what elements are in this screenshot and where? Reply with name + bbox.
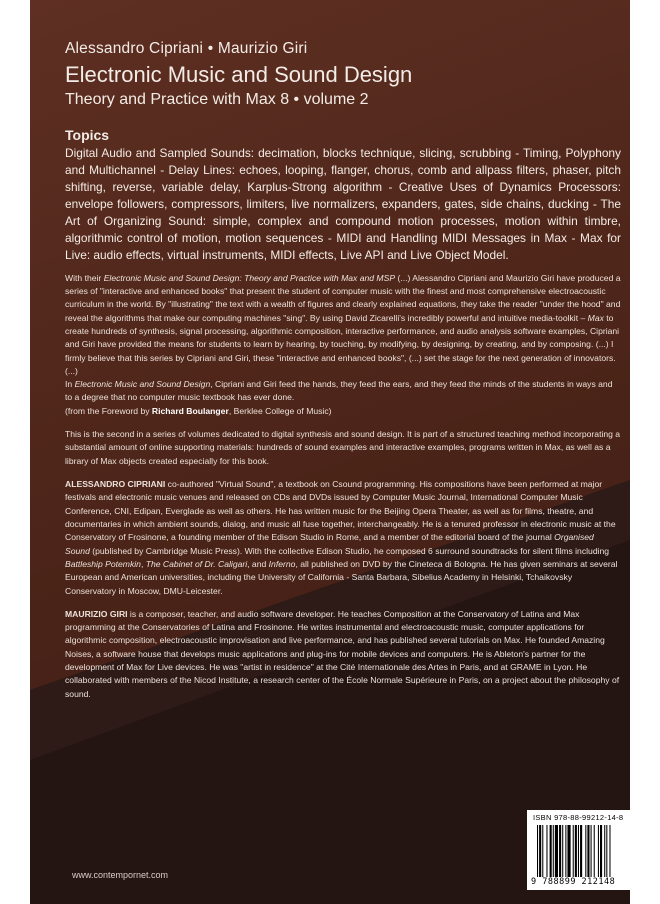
barcode-bar bbox=[539, 825, 541, 877]
barcode-bar bbox=[609, 825, 610, 877]
barcode-bar bbox=[559, 825, 561, 877]
barcode-bar bbox=[600, 825, 602, 877]
giri-bio bbox=[65, 608, 621, 701]
barcode-bar bbox=[537, 825, 538, 877]
book-title: Electronic Music and Sound Design bbox=[65, 62, 413, 87]
foreword-max-name: Max bbox=[587, 312, 604, 323]
back-cover bbox=[30, 0, 630, 904]
bio-text: is a composer, teacher, and audio software developer. He teaches Composition at the Conservatory of Latina and Max programming at the Conservatories of Latina and Frosinone. He writes instrumental and electroacoustic music, computer applications for algorithmic composition, electroacoustic improvisation and live performance, and has published several tutorials on Max. He founded Amazing Noises, a software house that develops music applications and plug-ins for mobile devices and computers. He is Ableton's partner for the development of Max for Live devices. He was "artist in residence" at the Cité Internationale des Artes in Paris, and at GRAME in Lyon. He collaborated with members of the Nicod Institute, a research center of the École Normale Supérieure in Paris, on a project about the philosophy of sound. bbox=[65, 608, 620, 699]
foreword-attribution: , Berklee College of Music) bbox=[228, 405, 332, 416]
foreword-text: With their bbox=[65, 272, 104, 283]
barcode-bar bbox=[606, 825, 607, 877]
barcode-bars bbox=[537, 825, 630, 877]
barcode-bar bbox=[553, 825, 554, 877]
bio-italic-title: Organised Sound bbox=[65, 532, 594, 556]
bio-italic-title: The Cabinet of Dr. Caligari bbox=[145, 558, 248, 569]
barcode-bar bbox=[604, 825, 605, 877]
barcode-bar bbox=[567, 825, 570, 877]
foreword-author-name: Richard Boulanger bbox=[151, 405, 229, 416]
bio-text: , and bbox=[247, 558, 269, 569]
bio-italic-title: Battleship Potemkin bbox=[65, 558, 141, 569]
barcode-bar bbox=[575, 825, 577, 877]
barcode-bar bbox=[587, 825, 589, 877]
bio-italic-title: Inferno bbox=[268, 558, 296, 569]
foreword-text: In bbox=[65, 379, 75, 390]
bio-text: co-authored "Virtual Sound", a textbook on Csound programming. His compositions have been performed at major festivals and electronic music venues and released on CDs and DVDs issued by Computer Music Journal, International Computer Music Conference, CNI, Edipan, Everglade as well as others. He has written music for the Beijing Opera Theater, as well as for films, theatre, and documentaries in which ambient sounds, dialog, and music all fuse together, interchangeably. He is a tenured professor in electronic music at the Conservatory of Frosinone, a founding member of the Edison Studio in Rome, and a member of the editorial board of the journal bbox=[65, 479, 616, 543]
topics-text: Digital Audio and Sampled Sounds: decimation, blocks technique, slicing, scrubbing - Timing, Polyphony and Multichannel - Delay Lines: echoes, looping, flanger, chorus, comb and allpass filters, phaser, pitch shifting, reverse, variable delay, Karplus-Strong algorithm - Creative Uses of Dynamics Processors: envelope followers, compressors, limiters, live normalizers, expanders, gates, side chains, ducking - The Art of Organizing Sound: simple, complex and compound motion processes, motion within timbre, algorithmic control of motion, motion sequences - MIDI and Handling MIDI Messages in Max - Max for Live: audio effects, virtual instruments, MIDI effects, Live API and Live Object Model. bbox=[65, 146, 621, 262]
isbn-label: ISBN 978-88-99212-14-8 bbox=[533, 813, 624, 822]
barcode-bar bbox=[542, 825, 543, 877]
cover-content bbox=[65, 40, 621, 711]
foreword-text: , Cipriani and Giri feed the hands, they feed the ears, and they feed the minds of the students in ways and to a degree that no computer music textbook has ever done. bbox=[65, 379, 613, 403]
barcode-bar bbox=[573, 825, 574, 877]
barcode-bar bbox=[565, 825, 566, 877]
series-paragraph: This is the second in a series of volumes dedicated to digital synthesis and sound design. It is part of a structured teaching method incorporating a substantial amount of online supporting materials: hundreds of sound examples and interactive examples, programs written in Max, as well as a library of Max objects created especially for this book. bbox=[65, 429, 621, 466]
foreword-text: to create hundreds of synthesis, signal processing, algorithmic composition, interactive performance, and audio analysis software examples, Cipriani and Giri have provided the means for students to learn by hearing, by touching, by modifying, by designing, by creating, and by composing. (...) I firmly believe that this series by Cipriani and Giri, these "interactive and enhanced books", (...) set the stage for the next generation of innovators. (...) bbox=[65, 312, 620, 376]
book-subtitle: Theory and Practice with Max 8 • volume 2 bbox=[65, 91, 369, 109]
foreword-text: (...) Alessandro Cipriani and Maurizio Giri have produced a series of "interactive and enhanced books" that present the student of computer music with the finest and most comprehensive electroacoustic curriculum in the world. By "illustrating" the text with a wealth of figures and clearly explained equations, they take the reader "under the hood" and reveal the algorithms that make our computing machines "sing". By using David Zicarelli's incredibly powerful and intuitive media-toolkit – bbox=[65, 272, 621, 323]
bio-text: (published by Cambridge Music Press). With the collective Edison Studio, he composed 6 surround soundtracks for silent films including bbox=[89, 545, 610, 556]
barcode-bar bbox=[550, 825, 552, 877]
foreword-paragraph bbox=[65, 272, 621, 418]
barcode-bar bbox=[546, 825, 547, 877]
authors-line: Alessandro Cipriani • Maurizio Giri bbox=[65, 40, 308, 57]
foreword-book-title: Electronic Music and Sound Design bbox=[74, 379, 211, 390]
barcode-bar bbox=[594, 825, 595, 877]
barcode-bar bbox=[562, 825, 563, 877]
barcode-digits: 9 788899 212148 bbox=[531, 877, 616, 887]
barcode-bar bbox=[598, 825, 599, 877]
cipriani-name: ALESSANDRO CIPRIANI bbox=[65, 479, 166, 490]
bio-text: , bbox=[140, 558, 146, 569]
isbn-barcode bbox=[527, 810, 630, 890]
barcode-bar bbox=[555, 825, 558, 877]
barcode-bar bbox=[591, 825, 592, 877]
topics-heading: Topics bbox=[65, 127, 110, 144]
barcode-bar bbox=[578, 825, 579, 877]
bio-text: , all published on DVD by the Cineteca di Bologna. He has given seminars at several European and American universities, including the University of California - Santa Barbara, Sibelius Academy in Helsinki, Tchaikovsky Conservatory in Moscow, DMU-Leicester. bbox=[65, 558, 618, 596]
foreword-attribution: (from the Foreword by bbox=[65, 405, 152, 416]
barcode-bar bbox=[585, 825, 586, 877]
barcode-bar bbox=[580, 825, 582, 877]
foreword-book-title: Electronic Music and Sound Design: Theory and Practice with Max and MSP bbox=[103, 272, 396, 283]
cipriani-bio bbox=[65, 478, 621, 598]
publisher-website: www.contempornet.com bbox=[72, 870, 169, 880]
giri-name: MAURIZIO GIRI bbox=[65, 608, 128, 619]
